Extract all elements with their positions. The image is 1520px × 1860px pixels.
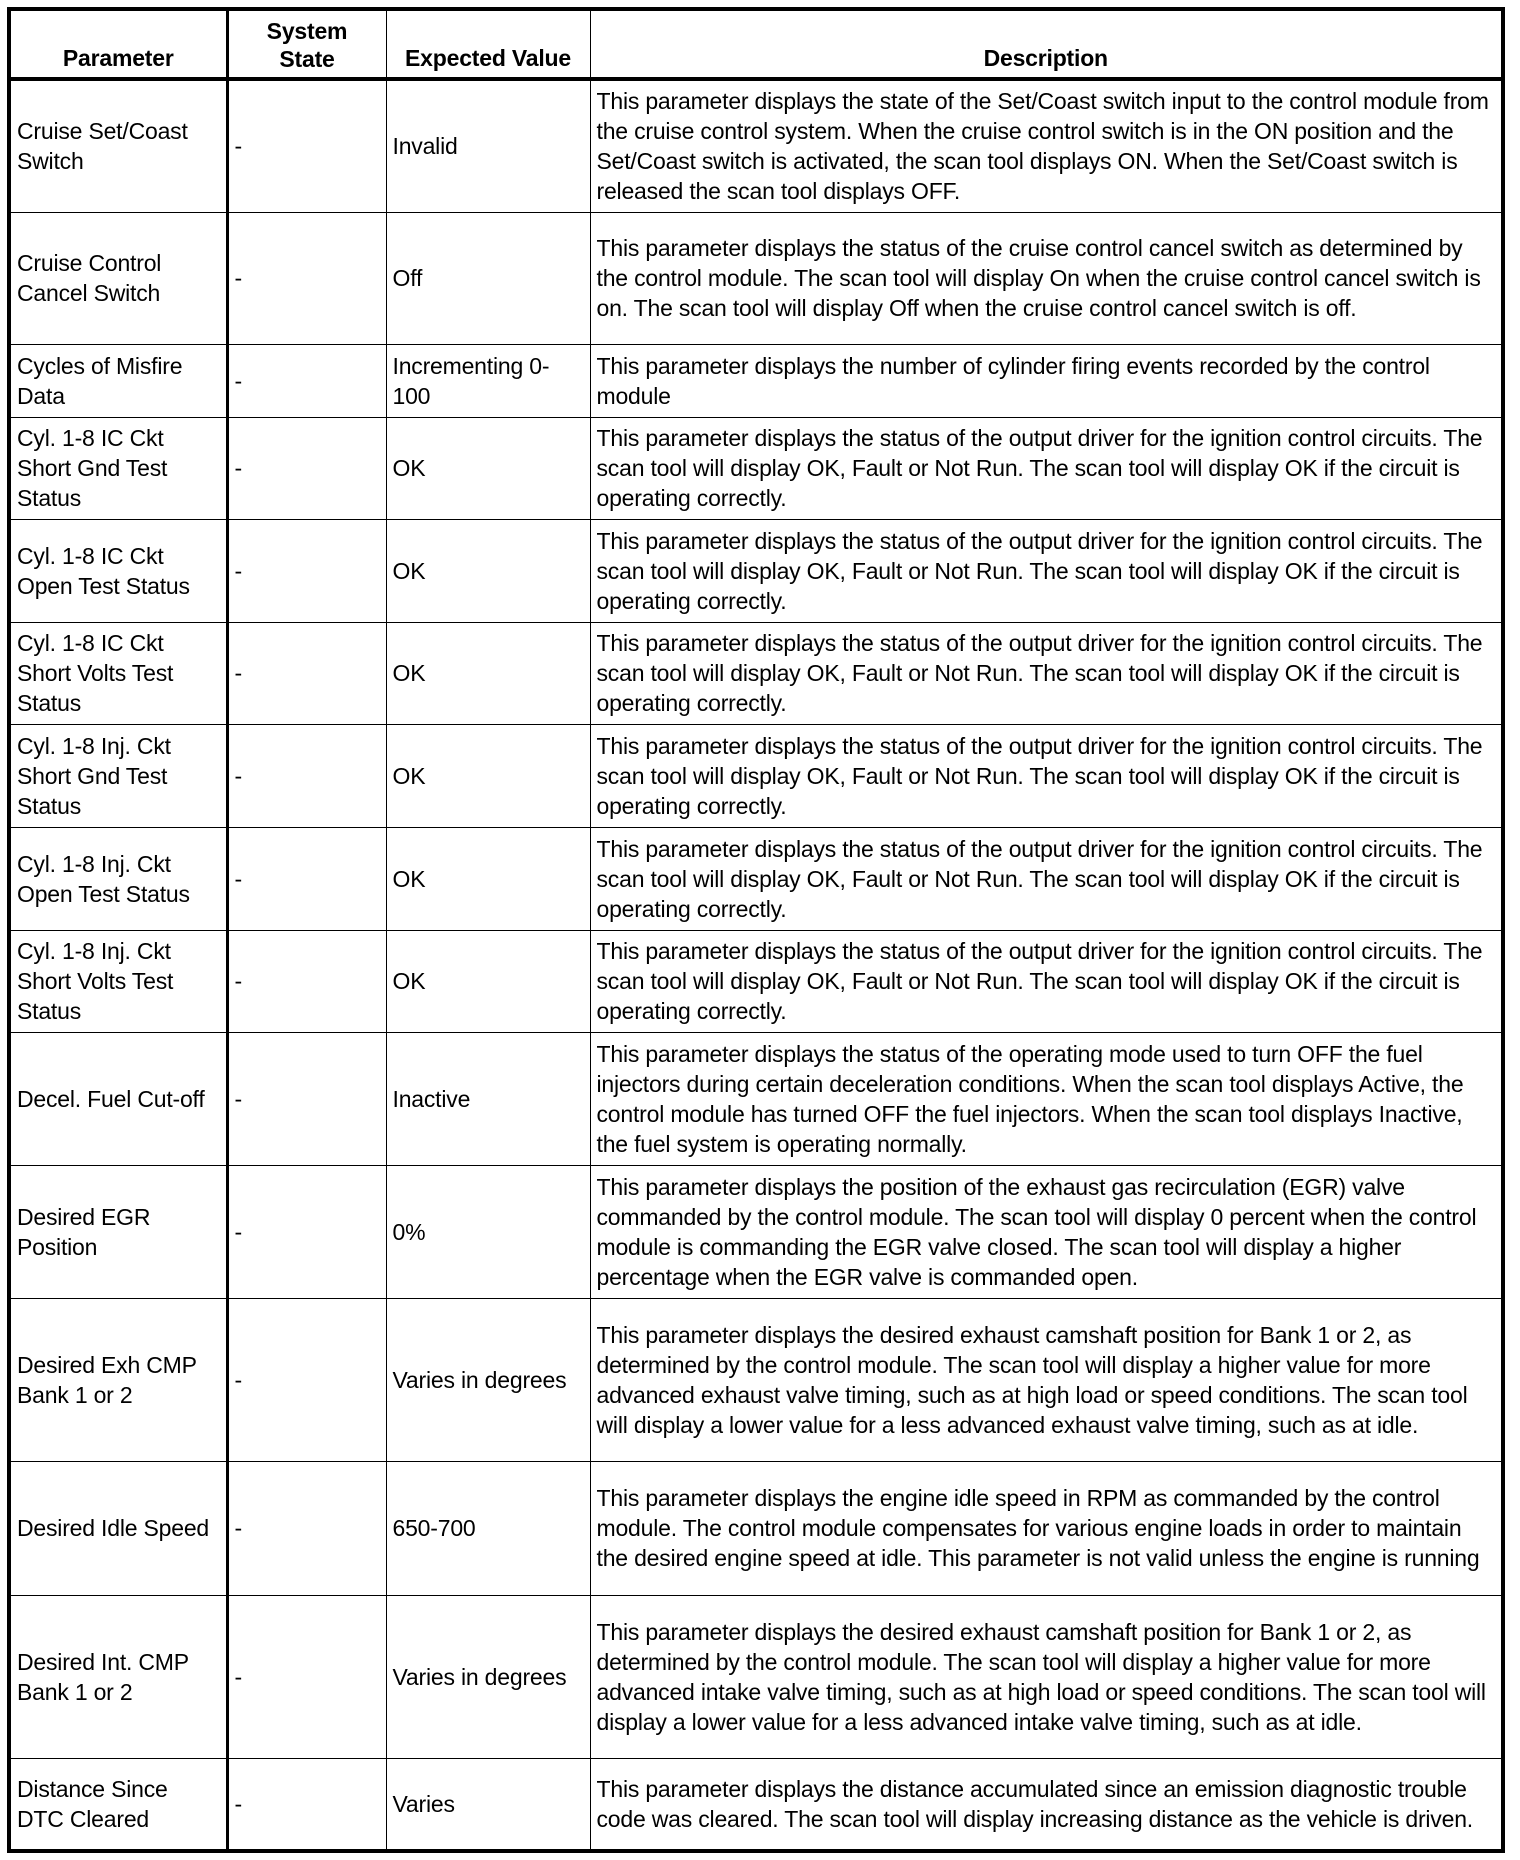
table-row [9, 1595, 1503, 1758]
description-cell: This parameter displays the status of the output driver for the ignition control circuits. The scan tool will display OK, Fault or Not Run. The scan tool will display OK if the circuit is operating correctly. [590, 622, 1503, 724]
parameter-cell: Desired Idle Speed [9, 1461, 227, 1595]
parameter-cell: Distance Since DTC Cleared [9, 1758, 227, 1851]
table-row [9, 724, 1503, 827]
description-cell: This parameter displays the distance accumulated since an emission diagnostic trouble code was cleared. The scan tool will display increasing distance as the vehicle is driven. [590, 1758, 1503, 1851]
parameter-cell: Desired Exh CMP Bank 1 or 2 [9, 1298, 227, 1461]
parameter-cell: Cycles of Misfire Data [9, 344, 227, 417]
table-row [9, 212, 1503, 344]
system-state-cell: - [227, 1032, 386, 1165]
description-cell: This parameter displays the state of the Set/Coast switch input to the control module from the cruise control system. When the cruise control switch is in the ON position and the Set/Coast switch is activated, the scan tool displays ON. When the Set/Coast switch is released the scan tool displays OFF. [590, 79, 1503, 212]
parameter-cell: Desired EGR Position [9, 1165, 227, 1298]
table-row [9, 1165, 1503, 1298]
description-cell: This parameter displays the number of cylinder firing events recorded by the control module [590, 344, 1503, 417]
header-row [9, 9, 1503, 79]
table-row [9, 1298, 1503, 1461]
expected-value-cell: OK [386, 724, 590, 827]
header-description: Description [590, 9, 1503, 79]
system-state-cell: - [227, 344, 386, 417]
description-cell: This parameter displays the status of the output driver for the ignition control circuits. The scan tool will display OK, Fault or Not Run. The scan tool will display OK if the circuit is operating correctly. [590, 519, 1503, 622]
table-row [9, 417, 1503, 519]
parameter-cell: Desired Int. CMP Bank 1 or 2 [9, 1595, 227, 1758]
system-state-cell: - [227, 1595, 386, 1758]
header-system-state: System State [227, 9, 386, 79]
description-cell: This parameter displays the engine idle speed in RPM as commanded by the control module. The control module compensates for various engine loads in order to maintain the desired engine speed at idle. This parameter is not valid unless the engine is running [590, 1461, 1503, 1595]
parameter-table [7, 7, 1505, 1853]
description-cell: This parameter displays the status of the operating mode used to turn OFF the fuel injectors during certain deceleration conditions. When the scan tool displays Active, the control module has turned OFF the fuel injectors. When the scan tool displays Inactive, the fuel system is operating normally. [590, 1032, 1503, 1165]
parameter-cell: Cyl. 1-8 Inj. Ckt Open Test Status [9, 827, 227, 930]
expected-value-cell: 650-700 [386, 1461, 590, 1595]
system-state-cell: - [227, 930, 386, 1032]
expected-value-cell: OK [386, 622, 590, 724]
parameter-cell: Cyl. 1-8 Inj. Ckt Short Gnd Test Status [9, 724, 227, 827]
system-state-cell: - [227, 1461, 386, 1595]
system-state-cell: - [227, 79, 386, 212]
description-cell: This parameter displays the status of the output driver for the ignition control circuits. The scan tool will display OK, Fault or Not Run. The scan tool will display OK if the circuit is operating correctly. [590, 930, 1503, 1032]
parameter-cell: Cyl. 1-8 IC Ckt Short Gnd Test Status [9, 417, 227, 519]
table-row [9, 930, 1503, 1032]
parameter-cell: Cyl. 1-8 Inj. Ckt Short Volts Test Status [9, 930, 227, 1032]
system-state-cell: - [227, 827, 386, 930]
table-row [9, 79, 1503, 212]
expected-value-cell: OK [386, 417, 590, 519]
table-row [9, 1032, 1503, 1165]
description-cell: This parameter displays the status of the output driver for the ignition control circuits. The scan tool will display OK, Fault or Not Run. The scan tool will display OK if the circuit is operating correctly. [590, 827, 1503, 930]
expected-value-cell: Off [386, 212, 590, 344]
expected-value-cell: Varies [386, 1758, 590, 1851]
system-state-cell: - [227, 1165, 386, 1298]
parameter-cell: Decel. Fuel Cut-off [9, 1032, 227, 1165]
description-cell: This parameter displays the desired exhaust camshaft position for Bank 1 or 2, as determined by the control module. The scan tool will display a higher value for more advanced intake valve timing, such as at high load or speed conditions. The scan tool will display a lower value for a less advanced intake valve timing, such as at idle. [590, 1595, 1503, 1758]
table-row [9, 827, 1503, 930]
description-cell: This parameter displays the status of the output driver for the ignition control circuits. The scan tool will display OK, Fault or Not Run. The scan tool will display OK if the circuit is operating correctly. [590, 724, 1503, 827]
parameter-cell: Cyl. 1-8 IC Ckt Short Volts Test Status [9, 622, 227, 724]
parameter-cell: Cruise Set/Coast Switch [9, 79, 227, 212]
table-row [9, 622, 1503, 724]
system-state-cell: - [227, 212, 386, 344]
system-state-cell: - [227, 417, 386, 519]
system-state-cell: - [227, 1298, 386, 1461]
expected-value-cell: OK [386, 519, 590, 622]
expected-value-cell: Invalid [386, 79, 590, 212]
expected-value-cell: OK [386, 827, 590, 930]
description-cell: This parameter displays the position of the exhaust gas recirculation (EGR) valve commanded by the control module. The scan tool will display 0 percent when the control module is commanding the EGR valve closed. The scan tool will display a higher percentage when the EGR valve is commanded open. [590, 1165, 1503, 1298]
table-row [9, 1461, 1503, 1595]
table-row [9, 1758, 1503, 1851]
system-state-cell: - [227, 1758, 386, 1851]
table-row [9, 344, 1503, 417]
expected-value-cell: 0% [386, 1165, 590, 1298]
description-cell: This parameter displays the status of the cruise control cancel switch as determined by the control module. The scan tool will display On when the cruise control cancel switch is on. The scan tool will display Off when the cruise control cancel switch is off. [590, 212, 1503, 344]
expected-value-cell: Inactive [386, 1032, 590, 1165]
description-cell: This parameter displays the status of the output driver for the ignition control circuits. The scan tool will display OK, Fault or Not Run. The scan tool will display OK if the circuit is operating correctly. [590, 417, 1503, 519]
expected-value-cell: Varies in degrees [386, 1298, 590, 1461]
expected-value-cell: OK [386, 930, 590, 1032]
expected-value-cell: Varies in degrees [386, 1595, 590, 1758]
header-expected-value: Expected Value [386, 9, 590, 79]
system-state-cell: - [227, 724, 386, 827]
parameter-cell: Cruise Control Cancel Switch [9, 212, 227, 344]
description-cell: This parameter displays the desired exhaust camshaft position for Bank 1 or 2, as determined by the control module. The scan tool will display a higher value for more advanced exhaust valve timing, such as at high load or speed conditions. The scan tool will display a lower value for a less advanced exhaust valve timing, such as at idle. [590, 1298, 1503, 1461]
parameter-cell: Cyl. 1-8 IC Ckt Open Test Status [9, 519, 227, 622]
system-state-cell: - [227, 622, 386, 724]
table-row [9, 519, 1503, 622]
expected-value-cell: Incrementing 0-100 [386, 344, 590, 417]
system-state-cell: - [227, 519, 386, 622]
header-parameter: Parameter [9, 9, 227, 79]
